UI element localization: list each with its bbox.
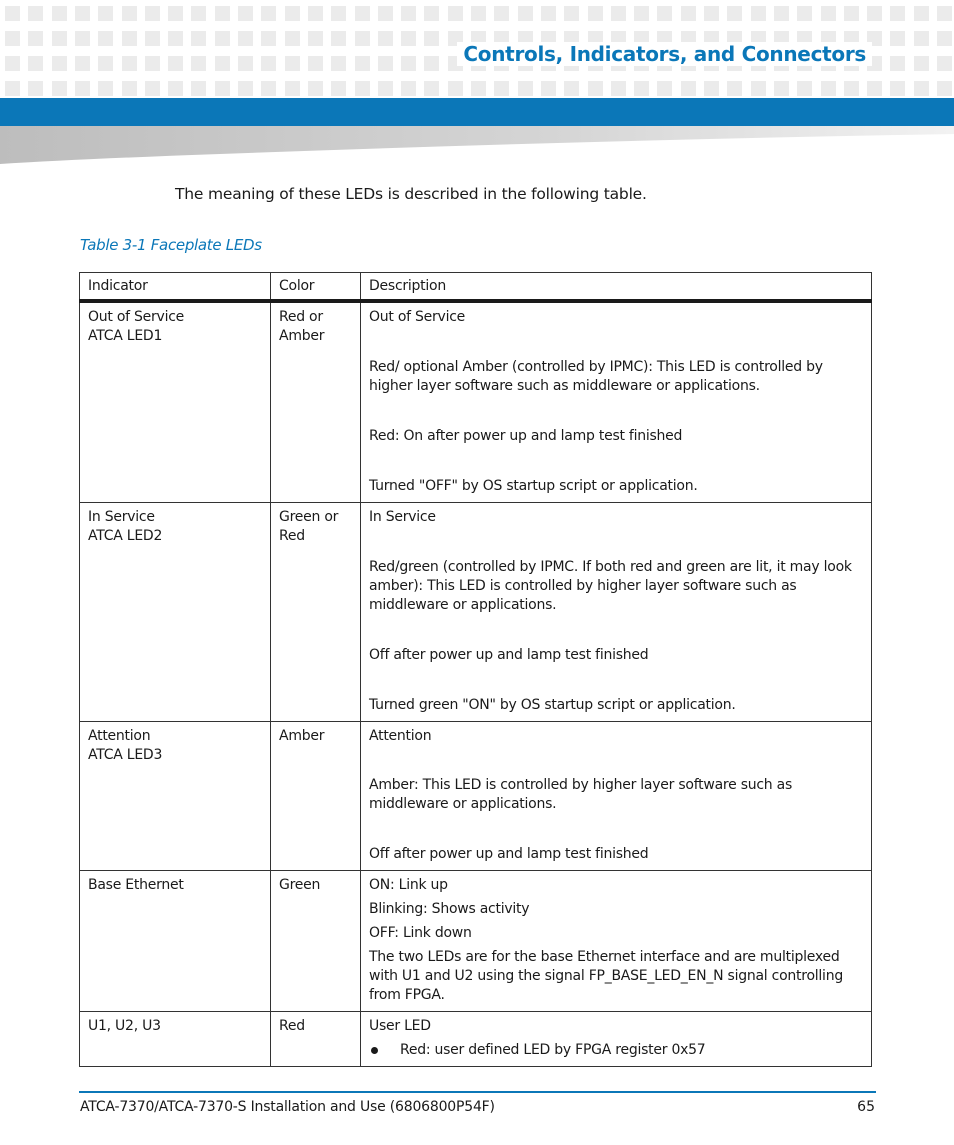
dot-grid-cell bbox=[238, 31, 253, 46]
color-text: Green or bbox=[279, 509, 339, 525]
dot-grid-cell bbox=[308, 6, 323, 21]
dot-grid-cell bbox=[844, 81, 859, 96]
dot-grid-cell bbox=[657, 6, 672, 21]
dot-grid-cell bbox=[867, 81, 882, 96]
dot-grid-cell bbox=[75, 6, 90, 21]
indicator-cell bbox=[80, 503, 271, 722]
dot-grid-cell bbox=[378, 56, 393, 71]
dot-grid-cell bbox=[844, 6, 859, 21]
dot-grid-cell bbox=[890, 31, 905, 46]
dot-grid-cell bbox=[238, 6, 253, 21]
dot-grid-cell bbox=[588, 81, 603, 96]
color-cell bbox=[271, 301, 361, 503]
dot-grid-cell bbox=[215, 56, 230, 71]
dot-grid-cell bbox=[28, 6, 43, 21]
column-header-indicator: Indicator bbox=[80, 273, 271, 302]
color-text: Red bbox=[279, 528, 305, 544]
dot-grid-cell bbox=[541, 81, 556, 96]
dot-grid-cell bbox=[494, 81, 509, 96]
dot-grid-cell bbox=[401, 56, 416, 71]
dot-grid-cell bbox=[5, 31, 20, 46]
dot-grid-cell bbox=[890, 81, 905, 96]
dot-grid-cell bbox=[355, 31, 370, 46]
dot-grid-cell bbox=[751, 81, 766, 96]
footer-document-title: ATCA-7370/ATCA-7370-S Installation and Use (6806800P54F) bbox=[80, 1099, 495, 1115]
indicator-cell bbox=[80, 871, 271, 1012]
dot-grid-cell bbox=[75, 31, 90, 46]
dot-grid-cell bbox=[541, 6, 556, 21]
dot-grid-cell bbox=[797, 81, 812, 96]
indicator-name: Attention bbox=[88, 728, 151, 744]
column-header-color: Color bbox=[271, 273, 361, 302]
dot-grid-cell bbox=[890, 6, 905, 21]
dot-grid-cell bbox=[168, 6, 183, 21]
indicator-led: ATCA LED3 bbox=[88, 747, 163, 763]
dot-grid-cell bbox=[5, 56, 20, 71]
dot-grid-cell bbox=[308, 31, 323, 46]
dot-grid-cell bbox=[914, 56, 929, 71]
description-paragraph: Attention bbox=[369, 728, 432, 744]
description-cell bbox=[361, 301, 872, 503]
description-paragraph: Red: On after power up and lamp test finished bbox=[369, 428, 683, 444]
description-paragraph: Red/green (controlled by IPMC. If both red and green are lit, it may look amber): This LED is controlled by higher layer software such as middleware or applications. bbox=[369, 559, 852, 613]
dot-grid-cell bbox=[168, 56, 183, 71]
dot-grid-cell bbox=[145, 81, 160, 96]
description-paragraph: The two LEDs are for the base Ethernet interface and are multiplexed with U1 and U2 using the signal FP_BASE_LED_EN_N signal controlling from FPGA. bbox=[369, 949, 843, 1003]
dot-grid-cell bbox=[914, 6, 929, 21]
dot-grid-cell bbox=[657, 81, 672, 96]
dot-grid-cell bbox=[122, 6, 137, 21]
dot-grid-cell bbox=[401, 31, 416, 46]
color-text: Amber bbox=[279, 728, 325, 744]
page-title: Controls, Indicators, and Connectors bbox=[457, 42, 872, 66]
indicator-led: ATCA LED2 bbox=[88, 528, 163, 544]
dot-grid-cell bbox=[145, 6, 160, 21]
dot-grid-cell bbox=[424, 56, 439, 71]
description-cell bbox=[361, 503, 872, 722]
dot-grid-cell bbox=[28, 56, 43, 71]
indicator-led: ATCA LED1 bbox=[88, 328, 163, 344]
bullet-text: Red: user defined LED by FPGA register 0x57 bbox=[400, 1042, 706, 1058]
dot-grid-cell bbox=[122, 81, 137, 96]
dot-grid-cell bbox=[52, 81, 67, 96]
description-paragraph: Red/ optional Amber (controlled by IPMC): This LED is controlled by higher layer software such as middleware or applications. bbox=[369, 359, 823, 394]
indicator-cell bbox=[80, 1012, 271, 1067]
dot-grid-cell bbox=[518, 81, 533, 96]
dot-grid-cell bbox=[238, 81, 253, 96]
dot-grid-cell bbox=[215, 81, 230, 96]
column-header-description: Description bbox=[361, 273, 872, 302]
color-cell bbox=[271, 722, 361, 871]
dot-grid-cell bbox=[821, 81, 836, 96]
indicator-cell bbox=[80, 301, 271, 503]
dot-grid-cell bbox=[331, 31, 346, 46]
color-text: Red or bbox=[279, 309, 323, 325]
dot-grid-cell bbox=[308, 56, 323, 71]
dot-grid-cell bbox=[424, 6, 439, 21]
dot-grid-cell bbox=[471, 6, 486, 21]
dot-grid-cell bbox=[285, 56, 300, 71]
footer-page-number: 65 bbox=[857, 1099, 875, 1115]
dot-grid-cell bbox=[5, 81, 20, 96]
dot-grid-cell bbox=[191, 81, 206, 96]
indicator-name: In Service bbox=[88, 509, 155, 525]
dot-grid-cell bbox=[261, 31, 276, 46]
color-cell bbox=[271, 503, 361, 722]
description-paragraph: OFF: Link down bbox=[369, 925, 472, 941]
indicator-name: Base Ethernet bbox=[88, 877, 184, 893]
dot-grid-cell bbox=[518, 6, 533, 21]
description-paragraph: Turned green "ON" by OS startup script or application. bbox=[369, 697, 736, 713]
dot-grid-cell bbox=[122, 56, 137, 71]
indicator-cell bbox=[80, 722, 271, 871]
dot-grid-cell bbox=[355, 56, 370, 71]
dot-grid-cell bbox=[774, 6, 789, 21]
dot-grid-cell bbox=[937, 31, 952, 46]
dot-grid-cell bbox=[308, 81, 323, 96]
dot-grid-cell bbox=[98, 6, 113, 21]
dot-grid-cell bbox=[168, 81, 183, 96]
dot-grid-cell bbox=[751, 6, 766, 21]
table-caption: Table 3-1 Faceplate LEDs bbox=[80, 236, 262, 254]
color-text: Green bbox=[279, 877, 321, 893]
dot-grid-cell bbox=[401, 6, 416, 21]
dot-grid-cell bbox=[424, 31, 439, 46]
dot-grid-cell bbox=[52, 6, 67, 21]
description-paragraph: Amber: This LED is controlled by higher layer software such as middleware or applications. bbox=[369, 777, 792, 812]
table-row bbox=[80, 1012, 872, 1067]
dot-grid-cell bbox=[98, 31, 113, 46]
dot-grid-cell bbox=[28, 81, 43, 96]
dot-grid-cell bbox=[52, 31, 67, 46]
description-cell bbox=[361, 871, 872, 1012]
indicator-name: U1, U2, U3 bbox=[88, 1018, 161, 1034]
dot-grid-cell bbox=[215, 31, 230, 46]
header-blue-bar bbox=[0, 98, 954, 126]
dot-grid-cell bbox=[727, 6, 742, 21]
table-row bbox=[80, 871, 872, 1012]
description-paragraph: ON: Link up bbox=[369, 877, 448, 893]
dot-grid-cell bbox=[867, 6, 882, 21]
dot-grid-cell bbox=[191, 56, 206, 71]
table-header-row bbox=[80, 273, 872, 302]
dot-grid-cell bbox=[238, 56, 253, 71]
description-paragraph: Out of Service bbox=[369, 309, 466, 325]
dot-grid-cell bbox=[145, 56, 160, 71]
dot-grid-cell bbox=[424, 81, 439, 96]
dot-grid-cell bbox=[191, 6, 206, 21]
indicator-name: Out of Service bbox=[88, 309, 185, 325]
table-row bbox=[80, 301, 872, 503]
description-paragraph: Off after power up and lamp test finished bbox=[369, 846, 649, 862]
dot-grid-cell bbox=[52, 56, 67, 71]
color-cell bbox=[271, 871, 361, 1012]
description-paragraph: In Service bbox=[369, 509, 436, 525]
dot-grid-cell bbox=[355, 6, 370, 21]
color-cell bbox=[271, 1012, 361, 1067]
description-paragraph: Turned "OFF" by OS startup script or application. bbox=[369, 478, 698, 494]
dot-grid-cell bbox=[611, 6, 626, 21]
dot-grid-cell bbox=[727, 81, 742, 96]
dot-grid-cell bbox=[285, 6, 300, 21]
dot-grid-cell bbox=[471, 81, 486, 96]
description-paragraph: Off after power up and lamp test finished bbox=[369, 647, 649, 663]
dot-grid-cell bbox=[494, 6, 509, 21]
dot-grid-cell bbox=[285, 31, 300, 46]
dot-grid-cell bbox=[378, 6, 393, 21]
dot-grid-cell bbox=[704, 81, 719, 96]
dot-grid-cell bbox=[821, 6, 836, 21]
dot-grid-cell bbox=[611, 81, 626, 96]
description-paragraph: Blinking: Shows activity bbox=[369, 901, 530, 917]
dot-grid-cell bbox=[5, 6, 20, 21]
dot-grid-cell bbox=[634, 81, 649, 96]
dot-grid-cell bbox=[564, 6, 579, 21]
dot-grid-cell bbox=[937, 56, 952, 71]
dot-grid-cell bbox=[588, 6, 603, 21]
dot-grid-cell bbox=[681, 6, 696, 21]
dot-grid-cell bbox=[704, 6, 719, 21]
intro-paragraph: The meaning of these LEDs is described in the following table. bbox=[175, 185, 647, 203]
bullet-dot-icon bbox=[371, 1047, 378, 1054]
dot-grid-cell bbox=[122, 31, 137, 46]
dot-grid-cell bbox=[378, 31, 393, 46]
dot-grid-cell bbox=[261, 81, 276, 96]
footer-rule bbox=[79, 1091, 876, 1093]
dot-grid-cell bbox=[191, 31, 206, 46]
dot-grid-cell bbox=[634, 6, 649, 21]
dot-grid-cell bbox=[331, 56, 346, 71]
dot-grid-cell bbox=[914, 81, 929, 96]
dot-grid-cell bbox=[215, 6, 230, 21]
dot-grid-cell bbox=[75, 81, 90, 96]
dot-grid-cell bbox=[937, 81, 952, 96]
faceplate-leds-table bbox=[79, 272, 872, 1067]
dot-grid-cell bbox=[564, 81, 579, 96]
color-text: Red bbox=[279, 1018, 305, 1034]
dot-grid-cell bbox=[448, 81, 463, 96]
dot-grid-cell bbox=[401, 81, 416, 96]
dot-grid-cell bbox=[145, 31, 160, 46]
dot-grid-cell bbox=[448, 6, 463, 21]
description-cell bbox=[361, 1012, 872, 1067]
dot-grid-cell bbox=[355, 81, 370, 96]
table-row bbox=[80, 503, 872, 722]
dot-grid-cell bbox=[98, 81, 113, 96]
dot-grid-cell bbox=[681, 81, 696, 96]
header-gray-swoosh bbox=[0, 126, 954, 166]
dot-grid-cell bbox=[28, 31, 43, 46]
dot-grid-cell bbox=[774, 81, 789, 96]
dot-grid-cell bbox=[378, 81, 393, 96]
dot-grid-cell bbox=[98, 56, 113, 71]
color-text: Amber bbox=[279, 328, 325, 344]
description-cell bbox=[361, 722, 872, 871]
table-row bbox=[80, 722, 872, 871]
dot-grid-cell bbox=[331, 6, 346, 21]
dot-grid-cell bbox=[797, 6, 812, 21]
bullet-item bbox=[369, 1041, 863, 1060]
dot-grid-cell bbox=[937, 6, 952, 21]
dot-grid-cell bbox=[168, 31, 183, 46]
dot-grid-cell bbox=[75, 56, 90, 71]
description-paragraph: User LED bbox=[369, 1018, 431, 1034]
dot-grid-cell bbox=[890, 56, 905, 71]
dot-grid-cell bbox=[285, 81, 300, 96]
dot-grid-cell bbox=[914, 31, 929, 46]
dot-grid-cell bbox=[331, 81, 346, 96]
dot-grid-cell bbox=[261, 6, 276, 21]
dot-grid-cell bbox=[261, 56, 276, 71]
